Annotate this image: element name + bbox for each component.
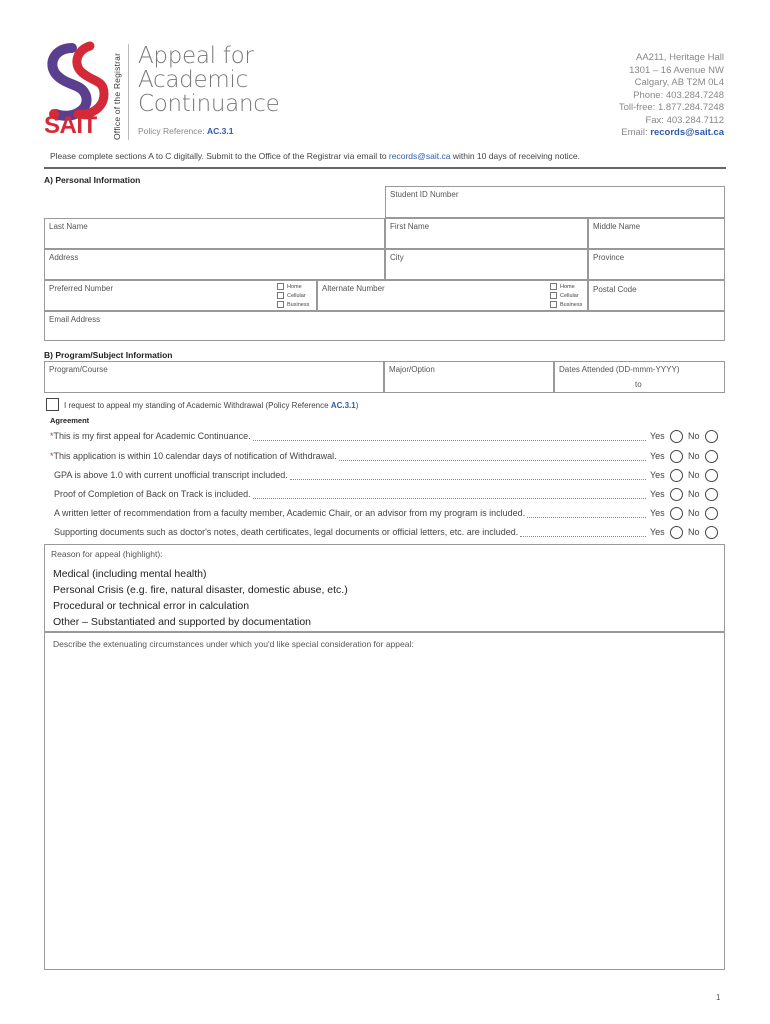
student-id-field[interactable]: Student ID Number (385, 186, 725, 218)
required-star: * (50, 431, 54, 441)
no-label: No (688, 489, 700, 499)
leader-dots (527, 517, 646, 518)
yes-label: Yes (650, 451, 665, 461)
request-appeal-text: I request to appeal my standing of Academic Withdrawal (Policy Reference AC.3.1) (64, 401, 359, 410)
yes-radio[interactable] (670, 469, 683, 482)
request-appeal-checkbox[interactable] (46, 398, 59, 411)
preferred-number-field[interactable]: Preferred Number Home Cellular Business (44, 280, 317, 311)
no-label: No (688, 527, 700, 537)
major-option-field[interactable]: Major/Option (384, 361, 554, 393)
preferred-phone-type: Home Cellular Business (277, 283, 309, 310)
yes-radio[interactable] (670, 488, 683, 501)
province-field[interactable]: Province (588, 249, 725, 280)
alternate-cellular-checkbox[interactable] (550, 292, 557, 299)
reason-procedural-error[interactable]: Procedural or technical error in calculation (53, 600, 250, 612)
contact-email-link[interactable]: records@sait.ca (650, 127, 724, 138)
yes-radio[interactable] (670, 450, 683, 463)
agreement-text: Supporting documents such as doctor's notes, death certificates, legal documents or official letters, etc. are included. (54, 527, 519, 537)
agreement-row (50, 431, 722, 445)
leader-dots (253, 498, 646, 499)
circumstances-textarea[interactable] (44, 632, 725, 970)
agreement-text: GPA is above 1.0 with current unofficial transcript included. (54, 470, 288, 480)
instructions-email-link[interactable]: records@sait.ca (388, 151, 451, 161)
first-name-field[interactable]: First Name (385, 218, 588, 249)
no-label: No (688, 508, 700, 518)
section-b-title: B) Program/Subject Information (44, 350, 173, 360)
agreement-text: Proof of Completion of Back on Track is included. (54, 489, 251, 499)
agreement-row (50, 508, 722, 522)
middle-name-field[interactable]: Middle Name (588, 218, 725, 249)
yes-label: Yes (650, 508, 665, 518)
leader-dots (520, 536, 646, 537)
reason-options (53, 566, 348, 630)
leader-dots (339, 460, 646, 461)
yes-radio[interactable] (670, 507, 683, 520)
email-address-field[interactable]: Email Address (44, 311, 725, 341)
no-label: No (688, 431, 700, 441)
reason-box (44, 544, 725, 632)
address-field[interactable]: Address (44, 249, 385, 280)
program-course-field[interactable]: Program/Course (44, 361, 384, 393)
no-label: No (688, 451, 700, 461)
policy-reference: Policy Reference: AC.3.1 (138, 126, 234, 136)
yes-label: Yes (650, 527, 665, 537)
logo-text: SAIT (44, 112, 97, 139)
section-a-title: A) Personal Information (44, 175, 141, 185)
yes-radio[interactable] (670, 430, 683, 443)
no-label: No (688, 470, 700, 480)
required-star: * (50, 451, 54, 461)
agreement-text: *This application is within 10 calendar days of notification of Withdrawal. (50, 451, 337, 461)
leader-dots (290, 479, 646, 480)
office-label: Office of the Registrar (112, 52, 122, 140)
agreement-row (50, 489, 722, 503)
circumstances-label: Describe the extenuating circumstances under which you'd like special consideration for appeal: (53, 639, 414, 649)
preferred-cellular-checkbox[interactable] (277, 292, 284, 299)
reason-label: Reason for appeal (highlight): (51, 549, 163, 559)
agreement-row (50, 527, 722, 541)
city-field[interactable]: City (385, 249, 588, 280)
header-divider (128, 44, 129, 140)
alternate-home-checkbox[interactable] (550, 283, 557, 290)
alternate-number-field[interactable]: Alternate Number Home Cellular Business (317, 280, 588, 311)
alternate-business-checkbox[interactable] (550, 301, 557, 308)
postal-code-field[interactable]: Postal Code (588, 280, 725, 311)
preferred-business-checkbox[interactable] (277, 301, 284, 308)
alternate-phone-type: Home Cellular Business (550, 283, 582, 310)
contact-block: AA211, Heritage Hall 1301 – 16 Avenue NW Calgary, AB T2M 0L4 Phone: 403.284.7248 Toll-free: 1.877.284.7248 Fax: 403.284.7112 Email: records@sait.ca (618, 52, 724, 138)
yes-label: Yes (650, 470, 665, 480)
agreement-row (50, 451, 722, 465)
agreement-text: A written letter of recommendation from a faculty member, Academic Chair, or an advisor from my program is included. (54, 508, 526, 518)
dates-to-label: to (635, 380, 642, 389)
agreement-row (50, 470, 722, 484)
no-radio[interactable] (705, 507, 718, 520)
header-rule (44, 167, 726, 169)
reason-personal-crisis[interactable]: Personal Crisis (e.g. fire, natural disaster, domestic abuse, etc.) (53, 584, 348, 596)
preferred-home-checkbox[interactable] (277, 283, 284, 290)
reason-medical[interactable]: Medical (including mental health) (53, 568, 207, 580)
reason-other[interactable]: Other – Substantiated and supported by documentation (53, 616, 312, 628)
instructions: Please complete sections A to C digitally. Submit to the Office of the Registrar via email to records@sait.ca within 10 days of receiving notice. (50, 151, 580, 161)
yes-label: Yes (650, 489, 665, 499)
agreement-heading: Agreement (50, 416, 90, 425)
agreement-text: *This is my first appeal for Academic Continuance. (50, 431, 251, 441)
dates-attended-field[interactable]: Dates Attended (DD-mmm-YYYY) to (554, 361, 725, 393)
page-number: 1 (716, 993, 721, 1002)
no-radio[interactable] (705, 526, 718, 539)
no-radio[interactable] (705, 430, 718, 443)
leader-dots (253, 440, 646, 441)
form-title: Appeal for Academic Continuance (138, 43, 280, 117)
last-name-field[interactable]: Last Name (44, 218, 385, 249)
yes-label: Yes (650, 431, 665, 441)
no-radio[interactable] (705, 469, 718, 482)
yes-radio[interactable] (670, 526, 683, 539)
no-radio[interactable] (705, 488, 718, 501)
no-radio[interactable] (705, 450, 718, 463)
